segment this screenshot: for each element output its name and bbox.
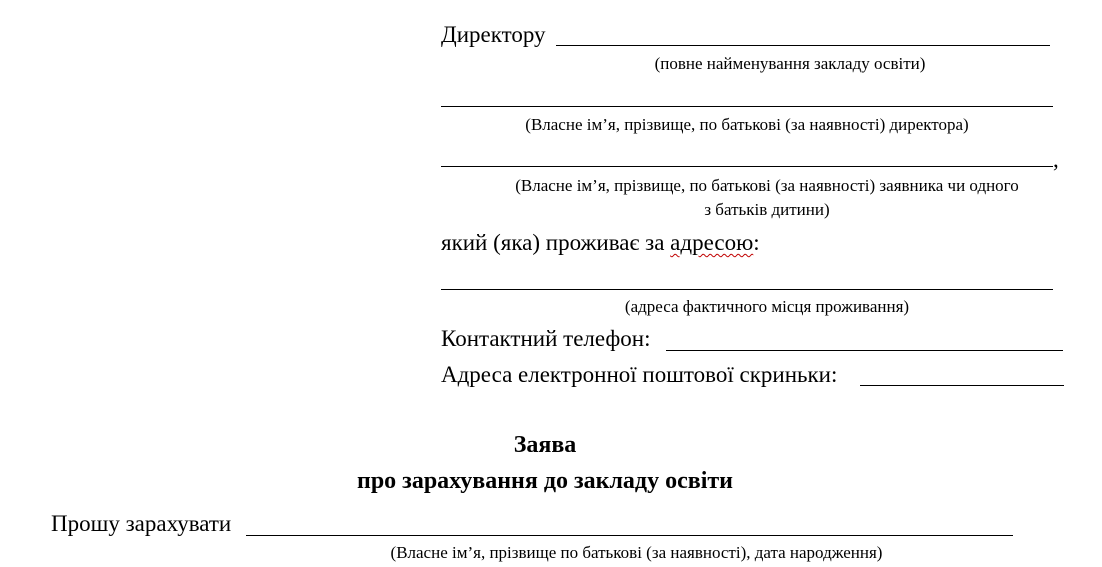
- director-name-caption: (Власне ім’я, прізвище, по батькові (за наявності) директора): [525, 115, 969, 134]
- email-label: Адреса електронної поштової скриньки:: [441, 362, 838, 387]
- child-caption: (Власне ім’я, прізвище по батькові (за наявності), дата народження): [390, 543, 883, 562]
- address-field[interactable]: [441, 289, 1053, 290]
- applicant-caption-line2: з батьків дитини): [704, 200, 830, 219]
- child-name-field[interactable]: [246, 535, 1013, 536]
- director-line: [441, 21, 546, 49]
- address-intro: [441, 229, 760, 257]
- request-label: Прошу зарахувати: [51, 511, 232, 536]
- email-field[interactable]: [860, 385, 1064, 386]
- director-name-field[interactable]: [441, 106, 1053, 107]
- document-subtitle: про зарахування до закладу освіти: [357, 468, 733, 494]
- applicant-caption-line1: (Власне ім’я, прізвище, по батькові (за наявності) заявника чи одного: [515, 176, 1019, 195]
- phone-field[interactable]: [666, 350, 1063, 351]
- comma: ,: [1053, 147, 1059, 172]
- director-prefix: Директору: [441, 22, 546, 47]
- phone-label: Контактний телефон:: [441, 326, 651, 351]
- address-caption: (адреса фактичного місця проживання): [624, 297, 910, 316]
- applicant-name-field[interactable]: [441, 166, 1053, 167]
- address-intro-before: який (яка) проживає за: [441, 230, 671, 255]
- school-caption: (повне найменування закладу освіти): [654, 54, 926, 73]
- address-intro-after: :: [753, 230, 760, 255]
- school-name-field[interactable]: [556, 45, 1050, 46]
- address-intro-word: адресою: [670, 230, 754, 255]
- document-title: Заява: [513, 432, 577, 458]
